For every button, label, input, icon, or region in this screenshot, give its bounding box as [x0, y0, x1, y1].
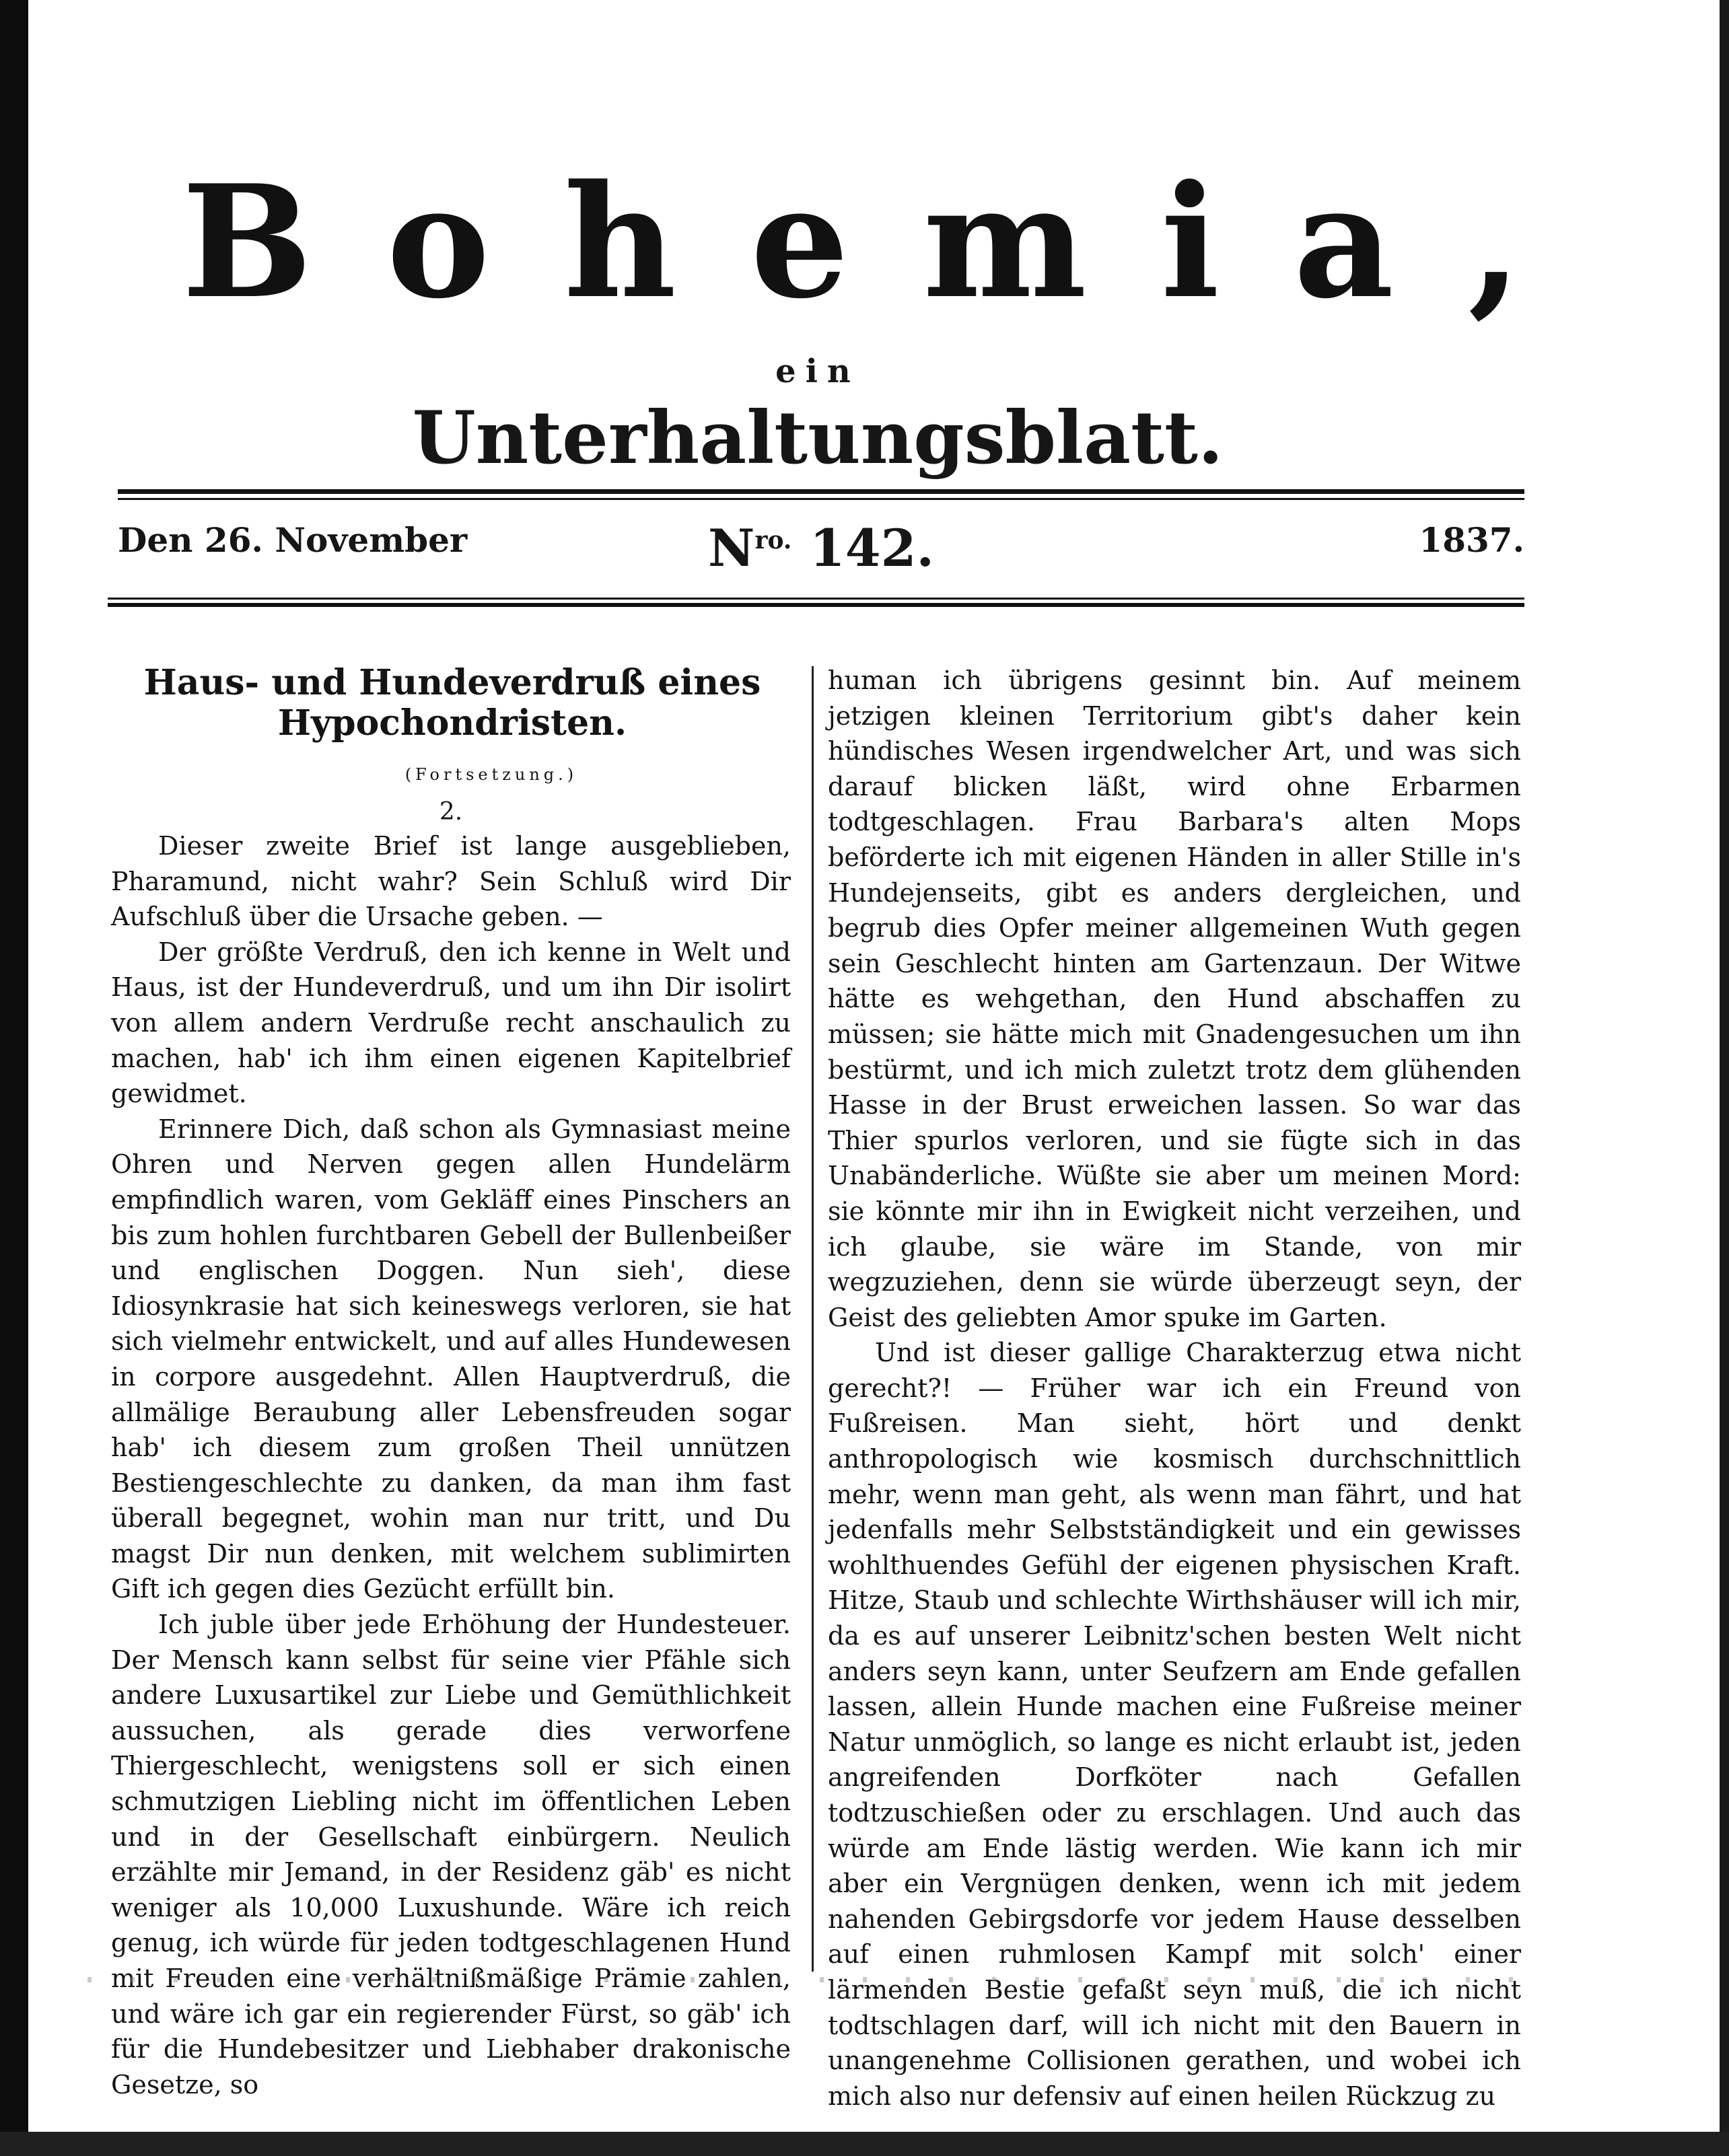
newspaper-title: Bohemia,: [182, 151, 1596, 333]
issue-number-value: 142.: [809, 518, 934, 578]
paragraph: Der größte Verdruß, den ich kenne in Welt und Haus, ist der Hundeverdruß, und um ihn Dir isolirt von allem andern Verdruße recht anschaulich zu machen, hab' ich ihm einen eigenen Kapitelbrief gewidmet.: [111, 937, 791, 1109]
scan-border-bottom: [0, 2132, 1729, 2156]
issue-number-prefix: N: [708, 518, 755, 578]
masthead-ein: ein: [775, 353, 860, 390]
paragraph: Und ist dieser gallige Charakterzug etwa nicht gerecht?! — Früher war ich ein Freund von Fußreisen. Man sieht, hört und denkt anthropologisch wie kosmisch durchschnittlich mehr, wenn man geht, als wenn man fährt, und hat jedenfalls mehr Selbstständigkeit und ein gewisses wohlthuendes Gefühl der eigenen physischen Kraft. Hitze, Staub und schlechte Wirthshäuser will ich mir, da es auf unserer Leibnitz'schen besten Welt nicht anders seyn kann, unter Seufzern am Ende gefallen lassen, allein Hunde machen eine Fußreise meiner Natur unmöglich, so lange es nicht erlaubt ist, jeden angreifenden Dorfköter nach Gefallen todtzuschießen oder zu erschlagen. Und auch das würde am Ende lästig werden. Wie kann ich mir aber ein Vergnügen denken, wenn ich mit jedem nahenden Gebirgsdorfe vor jedem Hause desselben auf einen ruhmlosen Kampf mit solch' einer lärmenden Bestie gefaßt seyn muß, die ich nicht todtschlagen darf, will ich nicht mit den Bauern in unangenehme Collisionen gerathen, und wobei ich mich also nur defensiv auf einen heilen Rückzug zu: [828, 1338, 1522, 2111]
paragraph: Dieser zweite Brief ist lange ausgeblieben, Pharamund, nicht wahr? Sein Schluß wird Dir Aufschluß über die Ursache geben. —: [111, 831, 791, 932]
issue-number: [118, 510, 1524, 579]
paragraph: Erinnere Dich, daß schon als Gymnasiast meine Ohren und Nerven gegen allen Hundelärm empfindlich waren, vom Gekläff eines Pinschers an bis zum hohlen furchtbaren Gebell der Bullenbeißer und englischen Doggen. Nun sieh', diese Idiosynkrasie hat sich keineswegs verloren, sie hat sich vielmehr entwickelt, und auf alles Hundewesen in corpore ausgedehnt. Allen Hauptverdruß, die allmälige Beraubung aller Lebensfreuden sogar hab' ich diesem zum großen Theil unnützen Bestiengeschlechte zu danken, da man ihm fast überall begegnet, wohin man nur tritt, und Du magst Dir nun denken, mit welchem sublimirten Gift ich gegen dies Gezücht erfüllt bin.: [111, 1114, 791, 1604]
issue-number-sup: ro.: [754, 526, 792, 554]
article-title: Haus- und Hundeverdruß eines Hypochondristen.: [143, 662, 761, 744]
issue-date: Den 26. November: [118, 520, 468, 560]
column-left: [111, 663, 791, 2102]
print-artifact-dashes: [87, 1977, 1514, 1982]
header-rule-bottom: [108, 598, 1524, 607]
header-rule-top: [118, 489, 1524, 500]
dateline: [118, 517, 1524, 577]
paragraph: Ich juble über jede Erhöhung der Hundesteuer. Der Mensch kann selbst für seine vier Pfähle sich andere Luxusartikel zur Liebe und Gemüthlichkeit aussuchen, als gerade dies verworfene Thiergeschlecht, wenigstens soll er sich einen schmutzigen Liebling nicht im öffentlichen Leben und in der Gesellschaft einbürgern. Neulich erzählte mir Jemand, in der Residenz gäb' es nicht weniger als 10,000 Luxushunde. Wäre ich reich genug, ich würde für jeden todtgeschlagenen Hund mit Freuden eine verhältnißmäßige Prämie zahlen, und wäre ich gar ein regierender Fürst, so gäb' ich für die Hundebesitzer und Liebhaber drakonische Gesetze, so: [111, 1610, 791, 2099]
column-divider: [812, 666, 814, 1972]
newspaper-subtitle: Unterhaltungsblatt.: [412, 396, 1224, 480]
continuation-note: (Fortsetzung.): [404, 765, 578, 784]
paragraph: human ich übrigens gesinnt bin. Auf meinem jetzigen kleinen Territorium gibt's daher kein hündisches Wesen irgendwelcher Art, und was sich darauf blicken läßt, wird ohne Erbarmen todtgeschlagen. Frau Barbara's alten Mops beförderte ich mit eigenen Händen in aller Stille in's Hundejenseits, gibt es anders dergleichen, und begrub dies Opfer meiner allgemeinen Wuth gegen sein Geschlecht hinten am Gartenzaun. Der Witwe hätte es wehgethan, den Hund abschaffen zu müssen; sie hätte mich mit Gnadengesuchen um ihn bestürmt, und ich mich zuletzt trotz dem glühenden Hasse in der Brust erweichen lassen. So war das Thier spurlos verloren, und sie fügte sich in das Unabänderliche. Wüßte sie aber um meinen Mord: sie könnte mir ihn in Ewigkeit nicht verzeihen, und ich glaube, sie wäre im Stande, von mir wegzuziehen, denn sie würde überzeugt seyn, der Geist des geliebten Amor spuke im Garten.: [828, 666, 1521, 1332]
part-number: 2.: [439, 798, 463, 826]
issue-year: 1837.: [1419, 520, 1524, 560]
masthead: [108, 148, 1596, 482]
scan-border-right: [1720, 0, 1729, 2156]
scan-border-left: [0, 0, 28, 2156]
column-right: [828, 663, 1521, 2114]
